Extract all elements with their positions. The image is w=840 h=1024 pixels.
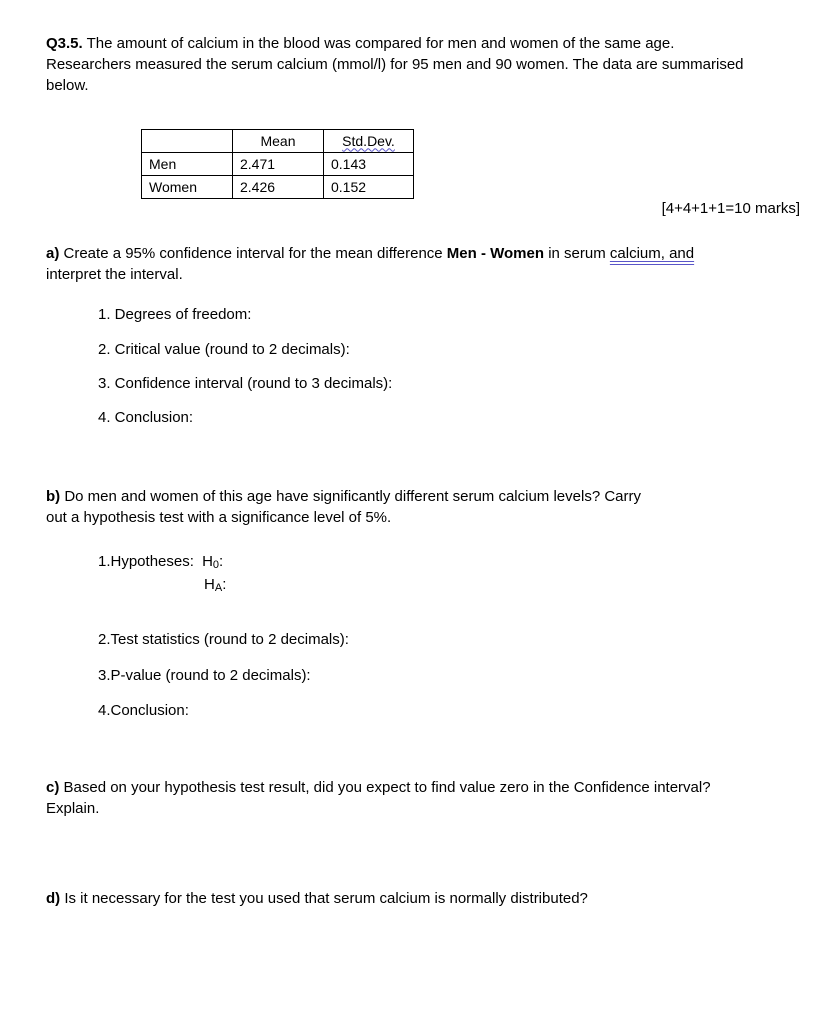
h0-symbol: $H_0$:	[202, 553, 224, 571]
table-header-cell: Mean	[233, 130, 324, 153]
part-b-prompt	[46, 486, 806, 528]
table-cell-group: Women	[142, 176, 233, 199]
table-cell-group: Men	[142, 153, 233, 176]
part-a-text: Create a 95% confidence interval for the mean difference	[59, 245, 447, 262]
part-a-item-3: 3. Confidence interval (round to 3 decimals):	[98, 375, 393, 392]
part-c-label: c)	[46, 779, 60, 796]
intro-line-1: The amount of calcium in the blood was compared for men and women of the same age.	[86, 35, 675, 52]
part-a-line-2: interpret the interval.	[46, 266, 183, 283]
part-a-prompt	[46, 243, 806, 285]
part-a-label: a)	[46, 245, 60, 262]
part-b-item-4: 4.Conclusion:	[98, 702, 189, 719]
part-d-label: d)	[46, 890, 61, 907]
hypotheses-line	[98, 553, 223, 571]
part-a-underlined: calcium, and	[609, 245, 695, 262]
part-d-prompt	[46, 888, 806, 909]
part-c-prompt	[46, 777, 806, 819]
hypotheses-label: 1.Hypotheses:	[98, 553, 194, 570]
table-header-row	[142, 130, 414, 153]
part-b-line-1: Do men and women of this age have significantly different serum calcium levels? Carry	[60, 488, 641, 505]
part-a-item-2: 2. Critical value (round to 2 decimals):	[98, 341, 350, 358]
part-d-line-1: Is it necessary for the test you used that serum calcium is normally distributed?	[60, 890, 588, 907]
std-dev-header: Std.Dev.	[342, 132, 395, 149]
part-b-item-3: 3.P-value (round to 2 decimals):	[98, 667, 311, 684]
summary-table	[141, 129, 414, 199]
table-cell-mean: 2.426	[233, 176, 324, 199]
table-cell-sd: 0.143	[324, 153, 414, 176]
part-b-item-2: 2.Test statistics (round to 2 decimals):	[98, 631, 349, 648]
part-b-line-2: out a hypothesis test with a significance level of 5%.	[46, 509, 392, 526]
table-header-cell	[324, 130, 414, 153]
part-a-item-4: 4. Conclusion:	[98, 409, 194, 426]
part-b-label: b)	[46, 488, 61, 505]
intro-line-2: Researchers measured the serum calcium (mmol/l) for 95 men and 90 women. The data are summarised	[46, 56, 744, 73]
table-row	[142, 153, 414, 176]
part-a-text-after: in serum	[544, 245, 610, 262]
table-header-cell	[142, 130, 233, 153]
intro-line-3: below.	[46, 77, 89, 94]
table-row	[142, 176, 414, 199]
part-a-bold: Men - Women	[446, 245, 545, 262]
ha-symbol: $H_A$:	[204, 576, 227, 594]
question-number: Q3.5.	[46, 35, 83, 52]
part-c-line-1: Based on your hypothesis test result, did you expect to find value zero in the Confidence interval?	[59, 779, 711, 796]
part-c-line-2: Explain.	[46, 800, 100, 817]
marks-allocation: [4+4+1+1=10 marks]	[661, 200, 800, 217]
table-cell-mean: 2.471	[233, 153, 324, 176]
part-a-item-1: 1. Degrees of freedom:	[98, 306, 252, 323]
table-cell-sd: 0.152	[324, 176, 414, 199]
question-intro	[46, 33, 806, 96]
